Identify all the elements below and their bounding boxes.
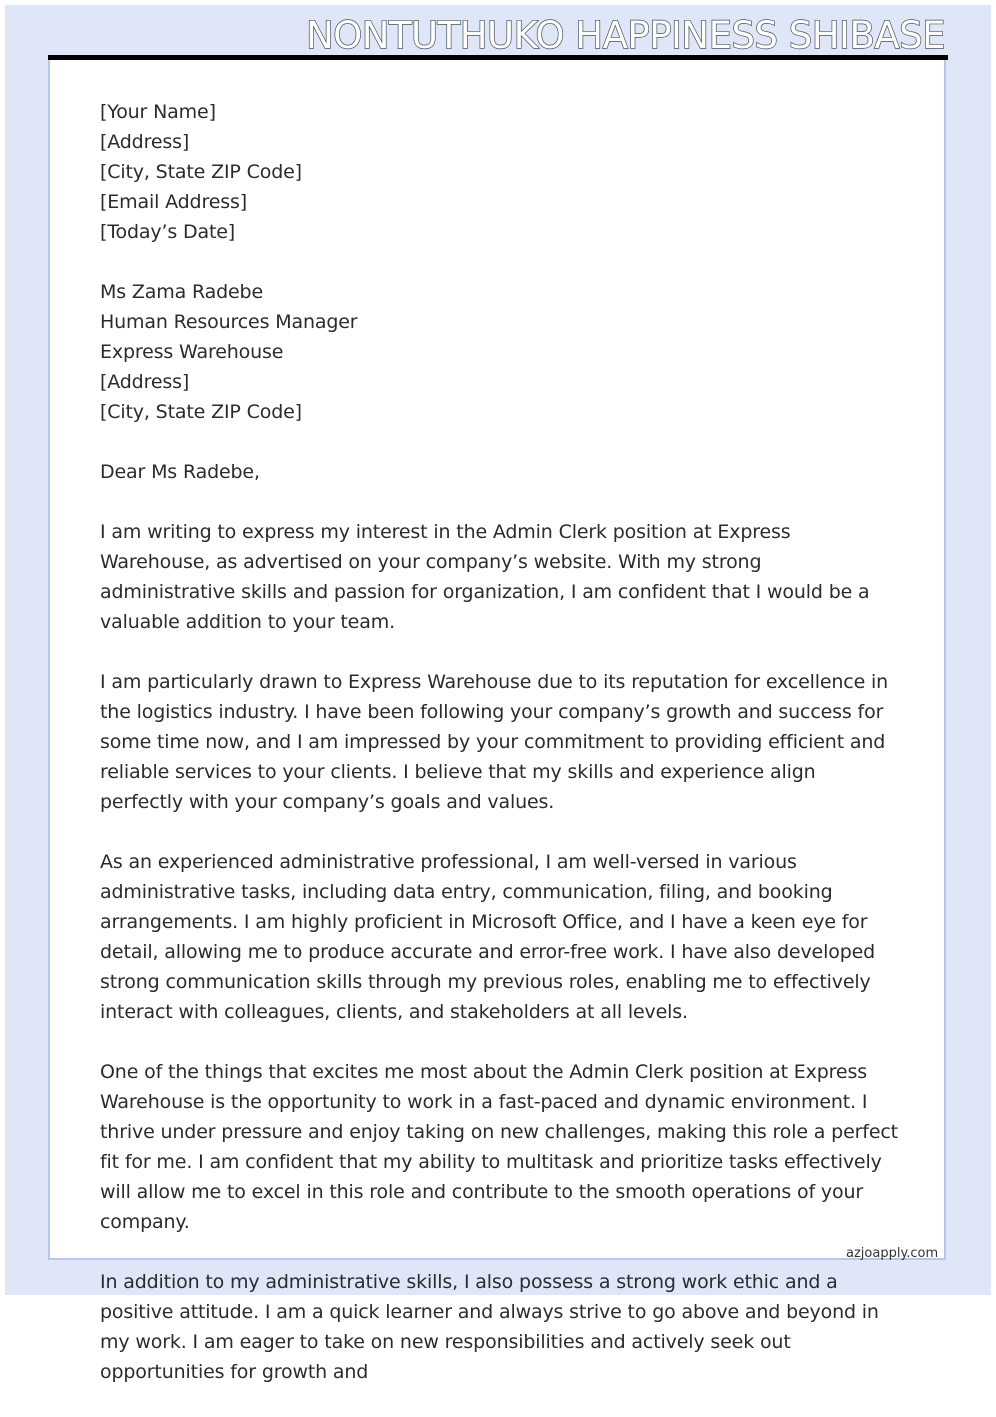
recipient-block (100, 277, 900, 427)
sender-name: [Your Name] (100, 101, 216, 123)
recipient-name: Ms Zama Radebe (100, 281, 264, 303)
site-watermark: azjoapply.com (846, 1246, 939, 1261)
recipient-title: Human Resources Manager (100, 311, 358, 333)
sender-email: [Email Address] (100, 191, 247, 213)
body-paragraph-work-ethic: In addition to my administrative skills, I also possess a strong work ethic and a positive attitude. I am a quick learner and always strive to go above and beyond in my work. I am eager to take on new responsibilities and actively seek out opportunities for growth and (100, 1271, 879, 1383)
salutation: Dear Ms Radebe, (100, 461, 260, 483)
body-paragraph-interest: I am writing to express my interest in the Admin Clerk position at Express Warehouse, as advertised on your company’s website. With my strong administrative skills and passion for organization, I am confident that I would be a valuable addition to your team. (100, 521, 870, 633)
recipient-address: [Address] (100, 371, 190, 393)
spacer (100, 427, 900, 457)
sender-address: [Address] (100, 131, 190, 153)
spacer (100, 247, 900, 277)
body-paragraph-experience: As an experienced administrative professional, I am well-versed in various administrative tasks, including data entry, communication, filing, and booking arrangements. I am highly proficient in Microsoft Office, and I have a keen eye for detail, allowing me to produce accurate and error-free work. I have also developed strong communication skills through my previous roles, enabling me to effectively interact with colleagues, clients, and stakeholders at all levels. (100, 851, 876, 1023)
sender-city-state-zip: [City, State ZIP Code] (100, 161, 302, 183)
recipient-city-state-zip: [City, State ZIP Code] (100, 401, 302, 423)
candidate-name-heading: NONTUTHUKO HAPPINESS SHIBASE (305, 14, 945, 57)
letter-date: [Today’s Date] (100, 221, 236, 243)
recipient-company: Express Warehouse (100, 341, 284, 363)
spacer (100, 487, 900, 517)
body-paragraph-motivation: One of the things that excites me most about the Admin Clerk position at Express Warehouse is the opportunity to work in a fast-paced and dynamic environment. I thrive under pressure and enjoy taking on new challenges, making this role a perfect fit for me. I am confident that my ability to multitask and prioritize tasks effectively will allow me to excel in this role and contribute to the smooth operations of your company. (100, 1061, 898, 1233)
body-paragraph-company: I am particularly drawn to Express Warehouse due to its reputation for excellence in the logistics industry. I have been following your company’s growth and success for some time now, and I am impressed by your commitment to providing efficient and reliable services to your clients. I believe that my skills and experience align perfectly with your company’s goals and values. (100, 671, 889, 813)
sender-block (100, 97, 900, 247)
cover-letter-body (100, 97, 900, 1417)
